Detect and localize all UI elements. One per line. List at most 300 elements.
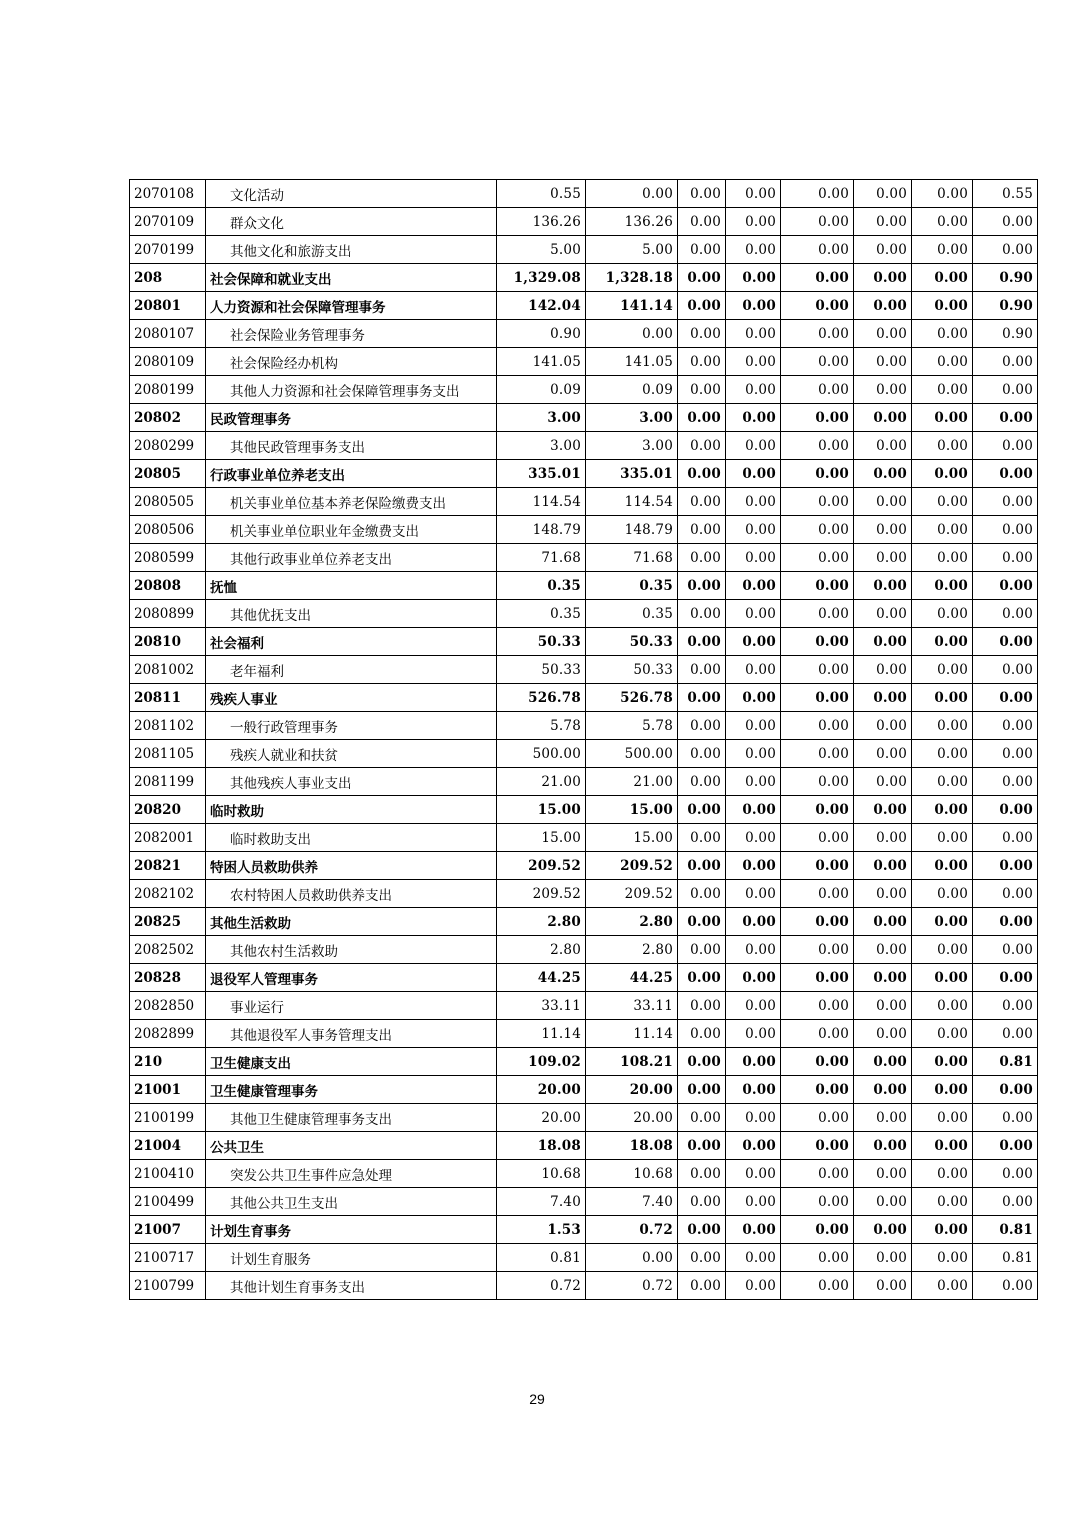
amount-cell: 20.00 xyxy=(497,1104,586,1132)
amount-cell: 0.00 xyxy=(854,488,912,516)
amount-cell: 0.00 xyxy=(726,656,781,684)
amount-cell: 0.00 xyxy=(854,460,912,488)
amount-cell: 0.00 xyxy=(973,1104,1038,1132)
subject-name-cell: 其他残疾人事业支出 xyxy=(206,768,497,796)
amount-cell: 0.00 xyxy=(781,1216,854,1244)
amount-cell: 0.00 xyxy=(726,488,781,516)
amount-cell: 209.52 xyxy=(497,852,586,880)
table-row xyxy=(130,908,1038,936)
amount-cell: 0.00 xyxy=(678,404,726,432)
table-row xyxy=(130,404,1038,432)
amount-cell: 0.00 xyxy=(781,908,854,936)
table-row xyxy=(130,1188,1038,1216)
subject-name-cell: 其他人力资源和社会保障管理事务支出 xyxy=(206,376,497,404)
amount-cell: 0.00 xyxy=(781,432,854,460)
amount-cell: 0.00 xyxy=(973,432,1038,460)
amount-cell: 0.00 xyxy=(781,936,854,964)
amount-cell: 0.00 xyxy=(912,1076,973,1104)
table-row xyxy=(130,712,1038,740)
amount-cell: 0.09 xyxy=(497,376,586,404)
amount-cell: 0.00 xyxy=(854,1160,912,1188)
amount-cell: 0.00 xyxy=(781,796,854,824)
amount-cell: 0.00 xyxy=(854,544,912,572)
subject-code-cell: 2070109 xyxy=(130,208,206,236)
amount-cell: 21.00 xyxy=(586,768,678,796)
table-row xyxy=(130,1132,1038,1160)
amount-cell: 33.11 xyxy=(497,992,586,1020)
amount-cell: 0.00 xyxy=(912,992,973,1020)
amount-cell: 0.00 xyxy=(678,852,726,880)
amount-cell: 0.00 xyxy=(912,600,973,628)
table-row xyxy=(130,1048,1038,1076)
subject-name-cell: 临时救助支出 xyxy=(206,824,497,852)
table-row xyxy=(130,684,1038,712)
amount-cell: 0.00 xyxy=(586,180,678,208)
amount-cell: 0.00 xyxy=(854,992,912,1020)
table-row xyxy=(130,208,1038,236)
subject-name-cell: 农村特困人员救助供养支出 xyxy=(206,880,497,908)
amount-cell: 0.00 xyxy=(781,1132,854,1160)
amount-cell: 0.00 xyxy=(781,320,854,348)
amount-cell: 0.00 xyxy=(973,656,1038,684)
amount-cell: 0.00 xyxy=(912,1104,973,1132)
table-row xyxy=(130,740,1038,768)
amount-cell: 5.00 xyxy=(497,236,586,264)
amount-cell: 0.00 xyxy=(678,572,726,600)
amount-cell: 0.00 xyxy=(726,796,781,824)
amount-cell: 2.80 xyxy=(586,908,678,936)
amount-cell: 11.14 xyxy=(586,1020,678,1048)
amount-cell: 50.33 xyxy=(586,656,678,684)
amount-cell: 0.72 xyxy=(497,1272,586,1300)
amount-cell: 0.00 xyxy=(912,572,973,600)
amount-cell: 0.00 xyxy=(726,376,781,404)
amount-cell: 50.33 xyxy=(497,628,586,656)
amount-cell: 3.00 xyxy=(586,404,678,432)
amount-cell: 50.33 xyxy=(586,628,678,656)
amount-cell: 0.00 xyxy=(726,404,781,432)
subject-name-cell: 老年福利 xyxy=(206,656,497,684)
amount-cell: 0.00 xyxy=(678,768,726,796)
amount-cell: 209.52 xyxy=(586,852,678,880)
amount-cell: 0.00 xyxy=(973,488,1038,516)
amount-cell: 0.00 xyxy=(678,432,726,460)
amount-cell: 0.81 xyxy=(497,1244,586,1272)
subject-name-cell: 民政管理事务 xyxy=(206,404,497,432)
amount-cell: 0.00 xyxy=(726,1160,781,1188)
subject-name-cell: 残疾人事业 xyxy=(206,684,497,712)
amount-cell: 0.81 xyxy=(973,1244,1038,1272)
subject-name-cell: 卫生健康支出 xyxy=(206,1048,497,1076)
amount-cell: 0.00 xyxy=(973,460,1038,488)
amount-cell: 0.00 xyxy=(678,544,726,572)
amount-cell: 0.00 xyxy=(973,936,1038,964)
amount-cell: 0.00 xyxy=(781,264,854,292)
subject-name-cell: 其他农村生活救助 xyxy=(206,936,497,964)
amount-cell: 0.00 xyxy=(678,908,726,936)
subject-name-cell: 其他民政管理事务支出 xyxy=(206,432,497,460)
subject-code-cell: 2081105 xyxy=(130,740,206,768)
amount-cell: 0.00 xyxy=(678,964,726,992)
amount-cell: 15.00 xyxy=(497,796,586,824)
subject-code-cell: 2080505 xyxy=(130,488,206,516)
subject-name-cell: 一般行政管理事务 xyxy=(206,712,497,740)
amount-cell: 0.00 xyxy=(781,348,854,376)
amount-cell: 71.68 xyxy=(497,544,586,572)
subject-code-cell: 208 xyxy=(130,264,206,292)
amount-cell: 0.00 xyxy=(678,992,726,1020)
amount-cell: 0.00 xyxy=(912,1216,973,1244)
amount-cell: 0.00 xyxy=(912,684,973,712)
amount-cell: 3.00 xyxy=(497,404,586,432)
amount-cell: 142.04 xyxy=(497,292,586,320)
subject-code-cell: 2080107 xyxy=(130,320,206,348)
amount-cell: 0.00 xyxy=(912,740,973,768)
amount-cell: 0.00 xyxy=(973,516,1038,544)
amount-cell: 0.00 xyxy=(854,964,912,992)
amount-cell: 0.00 xyxy=(854,208,912,236)
amount-cell: 0.00 xyxy=(726,348,781,376)
amount-cell: 0.00 xyxy=(973,964,1038,992)
amount-cell: 0.00 xyxy=(678,1244,726,1272)
amount-cell: 0.00 xyxy=(912,460,973,488)
amount-cell: 0.00 xyxy=(781,1244,854,1272)
amount-cell: 0.00 xyxy=(854,628,912,656)
table-row xyxy=(130,544,1038,572)
amount-cell: 0.00 xyxy=(973,992,1038,1020)
amount-cell: 209.52 xyxy=(586,880,678,908)
amount-cell: 0.00 xyxy=(781,1160,854,1188)
amount-cell: 0.00 xyxy=(678,1048,726,1076)
amount-cell: 0.00 xyxy=(973,1160,1038,1188)
amount-cell: 0.00 xyxy=(781,740,854,768)
table-row xyxy=(130,992,1038,1020)
amount-cell: 0.00 xyxy=(781,236,854,264)
amount-cell: 0.00 xyxy=(912,880,973,908)
amount-cell: 0.00 xyxy=(854,824,912,852)
amount-cell: 0.00 xyxy=(726,460,781,488)
amount-cell: 114.54 xyxy=(497,488,586,516)
subject-code-cell: 21007 xyxy=(130,1216,206,1244)
amount-cell: 0.00 xyxy=(678,628,726,656)
amount-cell: 0.00 xyxy=(726,628,781,656)
subject-name-cell: 其他文化和旅游支出 xyxy=(206,236,497,264)
amount-cell: 0.00 xyxy=(726,236,781,264)
amount-cell: 108.21 xyxy=(586,1048,678,1076)
amount-cell: 0.00 xyxy=(854,908,912,936)
amount-cell: 21.00 xyxy=(497,768,586,796)
amount-cell: 0.00 xyxy=(678,320,726,348)
amount-cell: 20.00 xyxy=(497,1076,586,1104)
amount-cell: 526.78 xyxy=(586,684,678,712)
amount-cell: 0.00 xyxy=(854,796,912,824)
amount-cell: 0.00 xyxy=(973,880,1038,908)
amount-cell: 0.00 xyxy=(781,376,854,404)
amount-cell: 10.68 xyxy=(586,1160,678,1188)
amount-cell: 0.00 xyxy=(726,684,781,712)
table-row xyxy=(130,852,1038,880)
amount-cell: 0.00 xyxy=(973,600,1038,628)
amount-cell: 0.00 xyxy=(781,600,854,628)
amount-cell: 18.08 xyxy=(586,1132,678,1160)
amount-cell: 0.00 xyxy=(781,516,854,544)
amount-cell: 0.72 xyxy=(586,1272,678,1300)
amount-cell: 0.00 xyxy=(781,1188,854,1216)
amount-cell: 0.00 xyxy=(726,572,781,600)
amount-cell: 0.00 xyxy=(678,1132,726,1160)
amount-cell: 0.00 xyxy=(726,180,781,208)
subject-name-cell: 计划生育事务 xyxy=(206,1216,497,1244)
amount-cell: 0.90 xyxy=(973,320,1038,348)
amount-cell: 18.08 xyxy=(497,1132,586,1160)
amount-cell: 0.00 xyxy=(854,1132,912,1160)
subject-code-cell: 2100499 xyxy=(130,1188,206,1216)
table-row xyxy=(130,572,1038,600)
amount-cell: 0.00 xyxy=(781,656,854,684)
amount-cell: 44.25 xyxy=(497,964,586,992)
amount-cell: 0.90 xyxy=(973,292,1038,320)
amount-cell: 0.00 xyxy=(726,600,781,628)
amount-cell: 2.80 xyxy=(586,936,678,964)
subject-code-cell: 20810 xyxy=(130,628,206,656)
amount-cell: 526.78 xyxy=(497,684,586,712)
amount-cell: 0.00 xyxy=(912,292,973,320)
amount-cell: 0.00 xyxy=(781,544,854,572)
amount-cell: 0.00 xyxy=(726,936,781,964)
subject-name-cell: 计划生育服务 xyxy=(206,1244,497,1272)
amount-cell: 0.00 xyxy=(678,824,726,852)
amount-cell: 10.68 xyxy=(497,1160,586,1188)
amount-cell: 0.00 xyxy=(912,712,973,740)
amount-cell: 0.00 xyxy=(912,264,973,292)
table-row xyxy=(130,180,1038,208)
amount-cell: 0.00 xyxy=(726,852,781,880)
subject-name-cell: 抚恤 xyxy=(206,572,497,600)
subject-code-cell: 20805 xyxy=(130,460,206,488)
amount-cell: 0.00 xyxy=(854,1076,912,1104)
amount-cell: 0.00 xyxy=(781,712,854,740)
amount-cell: 1,329.08 xyxy=(497,264,586,292)
table-row xyxy=(130,516,1038,544)
amount-cell: 0.00 xyxy=(854,740,912,768)
subject-name-cell: 其他公共卫生支出 xyxy=(206,1188,497,1216)
subject-name-cell: 其他优抚支出 xyxy=(206,600,497,628)
subject-code-cell: 20821 xyxy=(130,852,206,880)
amount-cell: 0.00 xyxy=(854,852,912,880)
amount-cell: 0.00 xyxy=(726,824,781,852)
amount-cell: 0.00 xyxy=(912,908,973,936)
amount-cell: 0.00 xyxy=(678,376,726,404)
table-row xyxy=(130,964,1038,992)
amount-cell: 114.54 xyxy=(586,488,678,516)
amount-cell: 0.00 xyxy=(912,1132,973,1160)
subject-code-cell: 20828 xyxy=(130,964,206,992)
amount-cell: 0.00 xyxy=(912,1020,973,1048)
amount-cell: 148.79 xyxy=(586,516,678,544)
subject-name-cell: 其他计划生育事务支出 xyxy=(206,1272,497,1300)
amount-cell: 5.78 xyxy=(497,712,586,740)
amount-cell: 0.00 xyxy=(854,1048,912,1076)
subject-name-cell: 卫生健康管理事务 xyxy=(206,1076,497,1104)
table-row xyxy=(130,1020,1038,1048)
amount-cell: 0.00 xyxy=(854,236,912,264)
subject-name-cell: 事业运行 xyxy=(206,992,497,1020)
amount-cell: 0.00 xyxy=(854,516,912,544)
amount-cell: 0.00 xyxy=(678,264,726,292)
amount-cell: 0.00 xyxy=(678,600,726,628)
subject-code-cell: 2080506 xyxy=(130,516,206,544)
amount-cell: 0.00 xyxy=(973,1132,1038,1160)
amount-cell: 0.00 xyxy=(781,460,854,488)
amount-cell: 0.00 xyxy=(854,880,912,908)
amount-cell: 0.00 xyxy=(678,180,726,208)
amount-cell: 15.00 xyxy=(586,824,678,852)
amount-cell: 0.00 xyxy=(726,544,781,572)
subject-code-cell: 2080599 xyxy=(130,544,206,572)
amount-cell: 0.00 xyxy=(973,796,1038,824)
table-row xyxy=(130,376,1038,404)
amount-cell: 0.00 xyxy=(678,684,726,712)
amount-cell: 0.00 xyxy=(726,320,781,348)
amount-cell: 0.00 xyxy=(781,1104,854,1132)
amount-cell: 0.00 xyxy=(912,1244,973,1272)
amount-cell: 0.00 xyxy=(726,1244,781,1272)
table-row xyxy=(130,768,1038,796)
amount-cell: 0.00 xyxy=(678,236,726,264)
table-row xyxy=(130,656,1038,684)
amount-cell: 0.00 xyxy=(912,488,973,516)
subject-code-cell: 2100799 xyxy=(130,1272,206,1300)
amount-cell: 0.00 xyxy=(912,376,973,404)
amount-cell: 0.00 xyxy=(678,1188,726,1216)
subject-name-cell: 文化活动 xyxy=(206,180,497,208)
subject-code-cell: 2080199 xyxy=(130,376,206,404)
amount-cell: 0.00 xyxy=(781,628,854,656)
amount-cell: 0.90 xyxy=(497,320,586,348)
subject-name-cell: 其他卫生健康管理事务支出 xyxy=(206,1104,497,1132)
amount-cell: 0.90 xyxy=(973,264,1038,292)
amount-cell: 0.00 xyxy=(678,1272,726,1300)
amount-cell: 0.09 xyxy=(586,376,678,404)
amount-cell: 0.00 xyxy=(912,824,973,852)
table-row xyxy=(130,1160,1038,1188)
subject-code-cell: 2080899 xyxy=(130,600,206,628)
amount-cell: 0.00 xyxy=(781,684,854,712)
amount-cell: 0.00 xyxy=(854,768,912,796)
amount-cell: 0.00 xyxy=(912,544,973,572)
amount-cell: 0.00 xyxy=(726,432,781,460)
amount-cell: 0.00 xyxy=(912,964,973,992)
amount-cell: 0.55 xyxy=(973,180,1038,208)
subject-name-cell: 公共卫生 xyxy=(206,1132,497,1160)
table-row xyxy=(130,1104,1038,1132)
subject-code-cell: 2100717 xyxy=(130,1244,206,1272)
amount-cell: 0.00 xyxy=(726,712,781,740)
amount-cell: 0.00 xyxy=(781,852,854,880)
amount-cell: 0.55 xyxy=(497,180,586,208)
amount-cell: 0.00 xyxy=(973,768,1038,796)
amount-cell: 0.00 xyxy=(678,1216,726,1244)
amount-cell: 0.00 xyxy=(726,768,781,796)
amount-cell: 0.00 xyxy=(781,208,854,236)
amount-cell: 15.00 xyxy=(497,824,586,852)
subject-code-cell: 2070199 xyxy=(130,236,206,264)
amount-cell: 0.72 xyxy=(586,1216,678,1244)
table-row xyxy=(130,292,1038,320)
amount-cell: 0.00 xyxy=(726,1132,781,1160)
amount-cell: 0.00 xyxy=(726,1272,781,1300)
amount-cell: 0.00 xyxy=(678,712,726,740)
subject-name-cell: 社会保险业务管理事务 xyxy=(206,320,497,348)
amount-cell: 0.00 xyxy=(854,292,912,320)
amount-cell: 0.00 xyxy=(854,404,912,432)
amount-cell: 136.26 xyxy=(497,208,586,236)
amount-cell: 0.00 xyxy=(912,348,973,376)
table-row xyxy=(130,264,1038,292)
table-row xyxy=(130,488,1038,516)
amount-cell: 0.00 xyxy=(854,320,912,348)
subject-code-cell: 2100199 xyxy=(130,1104,206,1132)
amount-cell: 44.25 xyxy=(586,964,678,992)
subject-name-cell: 退役军人管理事务 xyxy=(206,964,497,992)
amount-cell: 0.00 xyxy=(678,516,726,544)
subject-code-cell: 2070108 xyxy=(130,180,206,208)
amount-cell: 0.00 xyxy=(912,768,973,796)
amount-cell: 20.00 xyxy=(586,1104,678,1132)
subject-name-cell: 其他退役军人事务管理支出 xyxy=(206,1020,497,1048)
amount-cell: 0.00 xyxy=(973,376,1038,404)
amount-cell: 0.00 xyxy=(912,432,973,460)
amount-cell: 500.00 xyxy=(586,740,678,768)
amount-cell: 0.00 xyxy=(678,740,726,768)
amount-cell: 0.00 xyxy=(973,824,1038,852)
amount-cell: 0.00 xyxy=(912,796,973,824)
amount-cell: 11.14 xyxy=(497,1020,586,1048)
amount-cell: 0.00 xyxy=(854,348,912,376)
amount-cell: 0.35 xyxy=(497,600,586,628)
subject-name-cell: 其他行政事业单位养老支出 xyxy=(206,544,497,572)
budget-table xyxy=(129,179,1038,1300)
amount-cell: 0.00 xyxy=(726,516,781,544)
table-row xyxy=(130,1272,1038,1300)
amount-cell: 0.00 xyxy=(781,1076,854,1104)
subject-code-cell: 2081199 xyxy=(130,768,206,796)
subject-code-cell: 21004 xyxy=(130,1132,206,1160)
table-body xyxy=(130,180,1038,1300)
amount-cell: 0.00 xyxy=(586,320,678,348)
amount-cell: 0.00 xyxy=(781,1048,854,1076)
amount-cell: 7.40 xyxy=(586,1188,678,1216)
amount-cell: 335.01 xyxy=(497,460,586,488)
amount-cell: 0.00 xyxy=(726,740,781,768)
amount-cell: 0.00 xyxy=(678,1104,726,1132)
amount-cell: 141.14 xyxy=(586,292,678,320)
amount-cell: 1,328.18 xyxy=(586,264,678,292)
amount-cell: 0.00 xyxy=(678,348,726,376)
subject-name-cell: 群众文化 xyxy=(206,208,497,236)
amount-cell: 0.00 xyxy=(912,320,973,348)
subject-code-cell: 2080109 xyxy=(130,348,206,376)
amount-cell: 5.00 xyxy=(586,236,678,264)
subject-code-cell: 2082850 xyxy=(130,992,206,1020)
amount-cell: 1.53 xyxy=(497,1216,586,1244)
amount-cell: 0.00 xyxy=(912,236,973,264)
subject-code-cell: 20811 xyxy=(130,684,206,712)
amount-cell: 2.80 xyxy=(497,936,586,964)
amount-cell: 0.00 xyxy=(973,1076,1038,1104)
amount-cell: 209.52 xyxy=(497,880,586,908)
amount-cell: 0.00 xyxy=(973,712,1038,740)
